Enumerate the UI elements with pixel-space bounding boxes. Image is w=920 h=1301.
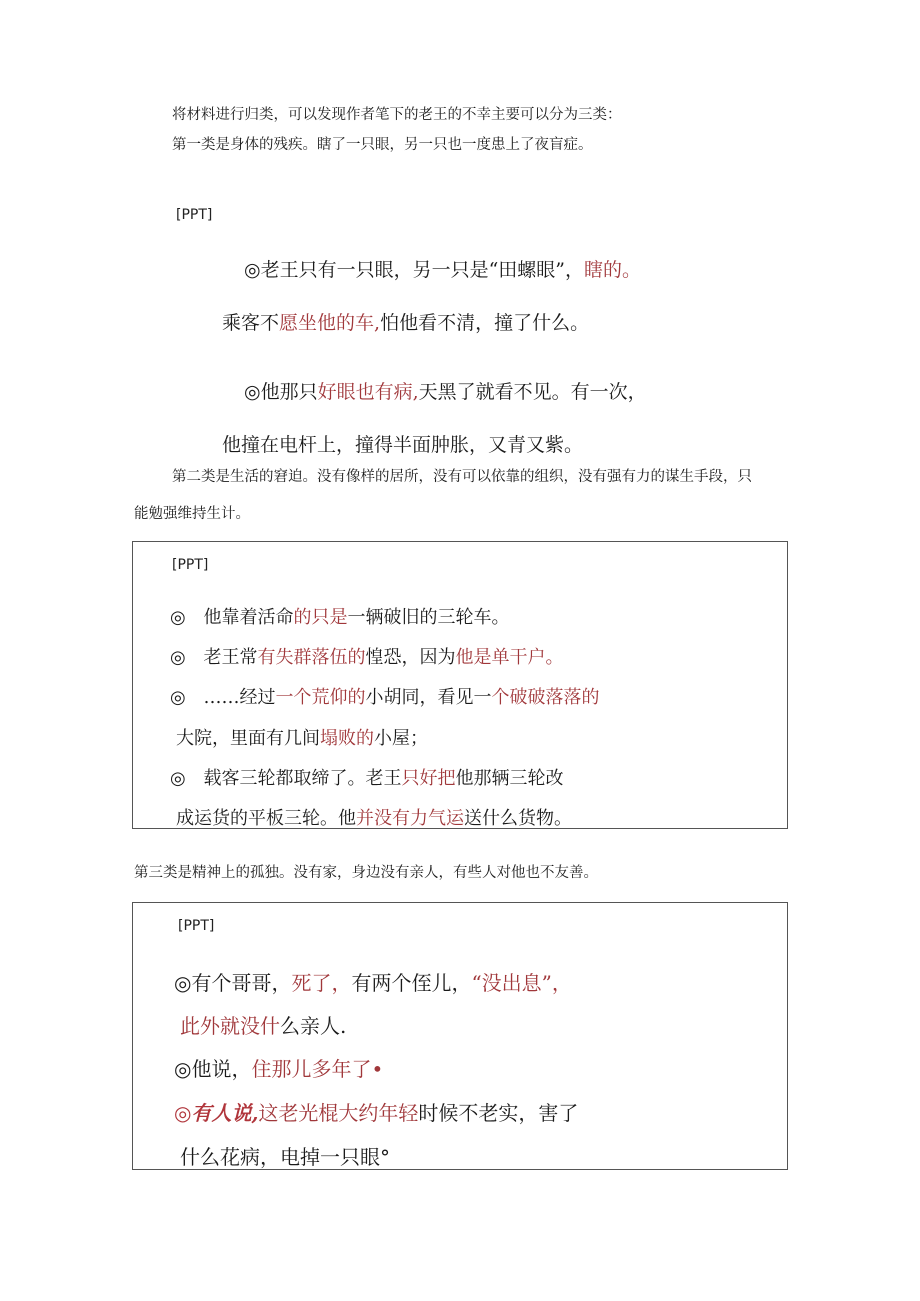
slide2-line-2-text-a: 老王常: [203, 647, 258, 668]
slide3-line-3-text-a: ◎他说，: [174, 1057, 252, 1081]
slide2-line-1-highlight: 的只是: [293, 607, 348, 628]
slide2-line-3-highlight-b: 一个荒仰的: [275, 687, 366, 708]
slide2-line-1: [170, 603, 509, 629]
slide3-line-4-emphasis: ◎有人说,: [174, 1101, 259, 1125]
slide1-line-1-highlight: 瞎的。: [584, 259, 642, 281]
slide2-line-2-highlight-d: 他是单干户。: [455, 647, 564, 668]
slide3-line-4-text-c: 时候不老实，害了: [418, 1101, 579, 1125]
slide1-line-3-text-a: ◎他那只: [244, 381, 318, 403]
slide1-line-1-text: ◎老王只有一只眼，另一只是“田螺眼”，: [244, 259, 585, 281]
slide2-ppt-tag: [PPT]: [172, 557, 209, 573]
slide1-line-2: [222, 308, 589, 335]
intro-line-1: 将材料进行归类，可以发现作者笔下的老王的不幸主要可以分为三类：: [172, 107, 622, 123]
slide1-line-3: [244, 377, 647, 404]
slide3-line-2-text-b: 么亲人.: [280, 1014, 347, 1038]
slide3-line-1-text-c: 有两个侄儿，: [351, 971, 472, 995]
slide2-line-6-text-c: 送什么货物。: [464, 808, 572, 829]
slide2-line-3: [170, 683, 599, 709]
slide2-line-2: [170, 643, 563, 669]
slide2-line-6: [176, 804, 572, 830]
slide1-line-4: 他撞在电杆上，撞得半面肿胀，又青又紫。: [222, 434, 584, 456]
slide1-line-3-text-c: 天黑了就看不见。有一次，: [418, 381, 647, 403]
slide3-line-1-highlight-b: 死了，: [291, 971, 352, 995]
slide2-line-1-text-a: 他靠着活命: [203, 607, 294, 628]
slide2-line-2-highlight-b: 有失群落伍的: [257, 647, 366, 668]
slide1-line-3-highlight: 好眼也有病,: [317, 381, 419, 403]
slide2-line-2-mark: ◎: [170, 647, 186, 668]
slide2-line-5-text-c: 他那辆三轮改: [455, 768, 564, 789]
slide2-line-3-mark: ◎: [170, 687, 186, 708]
slide2-line-1-mark: ◎: [170, 607, 186, 628]
slide2-line-4-highlight: 塌败的: [320, 728, 374, 749]
slide2-line-1-text-c: 一辆破旧的三轮车。: [347, 607, 510, 628]
para2-line-1: 第二类是生活的窘迫。没有像样的居所，没有可以依靠的组织，没有强有力的谋生手段，只: [172, 469, 752, 485]
slide3-ppt-tag: [PPT]: [178, 918, 215, 934]
slide3-line-1-text-a: ◎有个哥哥，: [174, 971, 292, 995]
slide2-line-2-text-c: 惶恐，因为: [365, 647, 456, 668]
slide3-line-4-highlight: 这老光棍大约年轻: [258, 1101, 419, 1125]
slide2-line-4-text-a: 大院，里面有几间: [176, 728, 320, 749]
slide2-line-5: [170, 764, 563, 790]
slide3-line-2: [180, 1010, 346, 1039]
para3-line-1: 第三类是精神上的孤独。没有家，身边没有亲人，有些人对他也不友善。: [134, 865, 598, 881]
slide3-line-4: [174, 1097, 578, 1126]
slide3-line-2-highlight: 此外就没什: [180, 1014, 280, 1038]
slide2-line-6-text-a: 成运货的平板三轮。他: [176, 808, 356, 829]
slide2-line-6-highlight: 并没有力气运: [356, 808, 464, 829]
para2-line-2: 能勉强维持生计。: [134, 506, 250, 522]
slide1-line-2-text-a: 乘客不: [222, 312, 280, 334]
slide2-line-4-text-c: 小屋；: [374, 728, 428, 749]
slide2-line-5-highlight: 只好把: [401, 768, 456, 789]
intro-line-2: 第一类是身体的残疾。瞎了一只眼，另一只也一度患上了夜盲症。: [172, 137, 593, 153]
slide3-line-1: [174, 967, 572, 996]
slide1-line-1: [244, 255, 641, 282]
slide3-line-1-highlight-d: “没出息”，: [471, 971, 572, 995]
slide1-line-2-text-c: 怕他看不清，撞了什么。: [380, 312, 590, 334]
slide2-line-3-text-c: 小胡同，看见一: [365, 687, 492, 708]
slide2-line-3-highlight-d: 个破破落落的: [491, 687, 600, 708]
slide3-line-3: [174, 1053, 383, 1082]
slide2-line-5-text-a: 载客三轮都取缔了。老王: [203, 768, 402, 789]
slide3-line-3-highlight: 住那儿多年了•: [251, 1057, 384, 1081]
slide2-line-3-text-a: ……经过: [203, 687, 276, 708]
slide1-line-2-highlight: 愿坐他的车,: [279, 312, 381, 334]
slide2-line-5-mark: ◎: [170, 768, 186, 789]
slide2-line-4: [176, 724, 428, 750]
slide1-ppt-tag: [PPT]: [176, 207, 213, 223]
slide3-line-5: 什么花病，电掉一只眼°: [180, 1145, 390, 1169]
